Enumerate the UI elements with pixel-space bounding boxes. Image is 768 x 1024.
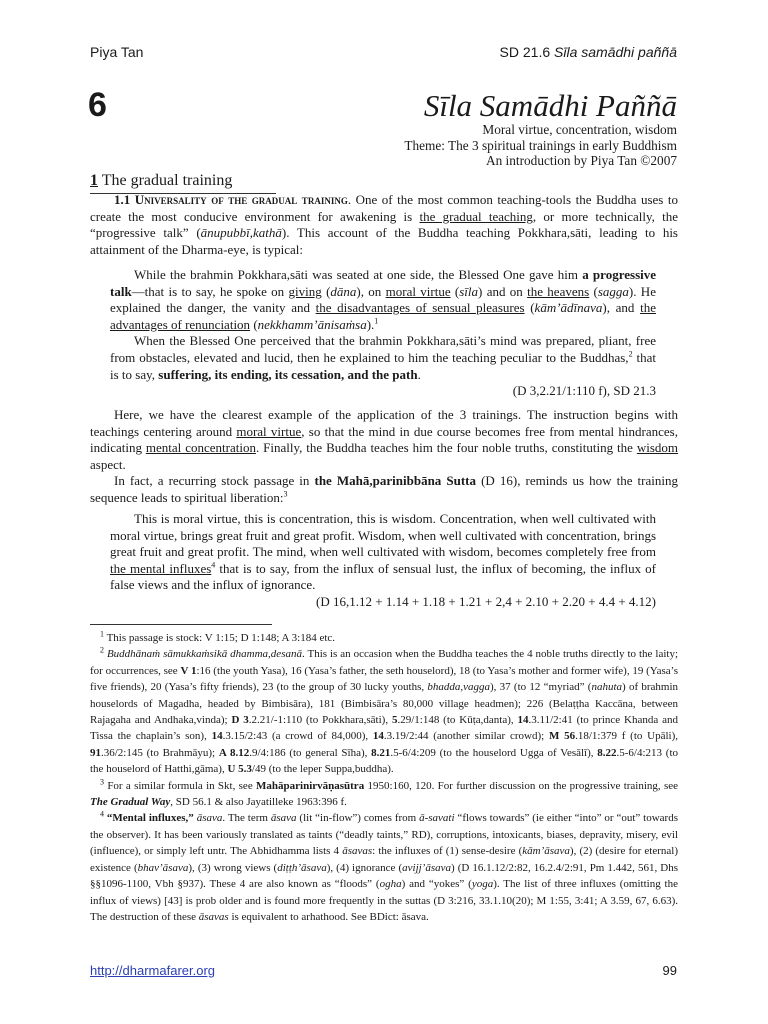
footnote-rule [90, 624, 272, 625]
quote-text: ), on [356, 283, 386, 299]
quote-text: ). He explained the danger, the vanity and [110, 283, 656, 316]
pali-term: diṭṭh’āsava [277, 861, 327, 874]
pali-term: āsava [196, 812, 223, 825]
website-link[interactable]: http://dharmafarer.org [90, 963, 216, 978]
footnote-text: ). The list of three influxes (omitting the influx of views) [43] is prob older and is found more frequently in the suttas (D 3:216, 33.1.10(20); M 1:55, 3:41; A 3.59, 67, 6.63). The destruction of these [90, 878, 678, 923]
running-header-author: Piya Tan [90, 44, 144, 60]
bold-ref: M 56 [548, 730, 576, 743]
footnote-text: is equivalent to arhathood. See BDict: āsava. [228, 910, 429, 923]
paragraph-1 [90, 192, 678, 258]
pali-term: sīla [459, 283, 479, 299]
pali-term: sagga [597, 283, 629, 299]
underlined-term: the gradual teaching [419, 208, 533, 224]
pali-term: nekkhamm’ānisaṁsa [257, 316, 367, 332]
bold-term: a progressive talk [110, 267, 657, 299]
footnote-text: .3.11/2:41 (to prince Khanda and Tissa the chaplain’s son), [90, 714, 678, 743]
pali-term: nahuta [591, 681, 623, 694]
quote-text: ), and [602, 300, 641, 316]
quote-text: ( [589, 283, 598, 299]
underlined-term: the heavens [527, 283, 590, 299]
footnote-4 [90, 810, 678, 925]
footnote-number: 3 [100, 777, 104, 786]
underlined-term: the advantages of renunciation [110, 300, 656, 332]
bold-term: the Mahā,parinibbāna Sutta [314, 473, 476, 489]
paragraph-2 [90, 407, 678, 507]
footnote-text: ), 37 (to 12 “myriad” ( [490, 681, 592, 694]
subtitle-theme: Theme: The 3 spiritual trainings in early Buddhism [404, 137, 677, 153]
footnote-text: :16 (the youth Yasa), 16 (Yasa’s father, the seth houselord), 18 (to Yasa’s mother and former wife), 19 (Yasa’s five friends), 20 (Yasa’s fifty friends), 23 (to the group of 30 lucky youths, [90, 664, 678, 694]
pali-term: āsavas [342, 845, 373, 858]
para-text: ). This account of the Buddha teaching Pokkhara,sāti, leading to his attainment of the Dharma-eye, is typical: [90, 225, 678, 257]
bold-ref: U 5.3 [227, 763, 252, 776]
footnote-text: .36/2:145 (to Brahmāyu); [101, 746, 219, 759]
pali-term: bhav’āsava [137, 861, 189, 874]
quote-text: ) and on [478, 283, 528, 299]
underlined-term: moral virtue [236, 423, 302, 439]
footnote-text: , SD 56.1 & also Jayatilleke 1963:396 f. [170, 796, 347, 809]
quote-reference: (D 3,2.21/1:110 f), SD 21.3 [512, 383, 656, 399]
para-text: (D 16), reminds us how the training sequence leads to spiritual liberation: [90, 473, 678, 505]
quote-text: ). [366, 316, 375, 332]
pali-term: āsavas [198, 910, 229, 923]
footnotes [90, 630, 678, 925]
pali-term: ānupubbī,kathā [200, 225, 282, 241]
quote-text: While the brahmin Pokkhara,sāti was seated at one side, the Blessed One gave him [134, 267, 583, 282]
underlined-term: wisdom [636, 440, 678, 456]
bold-ref: 5 [391, 714, 398, 727]
section-number: 1 [90, 172, 98, 189]
section-heading [90, 172, 232, 190]
sd-number: SD 21.6 [499, 44, 551, 60]
quote-block-2 [110, 511, 656, 611]
para-text: , so that the mind in due course becomes free from mental hindrances, indicating [90, 423, 678, 456]
para-heading: Universality of the gradual training [134, 192, 348, 207]
section-title: The gradual training [101, 172, 233, 189]
chapter-title: Sīla Samādhi Paññā [423, 88, 677, 123]
pali-term: yoga [471, 878, 494, 891]
bold-ref: 91 [90, 746, 101, 759]
bold-ref: Mahāparinirvāṇasūtra [256, 779, 365, 792]
footnote-ref[interactable]: 3 [283, 489, 288, 499]
footnote-ref[interactable]: 4 [211, 560, 216, 570]
footnote-text: .18/1:379 f (to Upāli), [575, 730, 678, 743]
bold-ref: A 8.12 [218, 746, 250, 759]
footnote-text: .2.21/-1:110 (to Pokkhara,sāti), [248, 714, 392, 727]
page-number: 99 [662, 963, 677, 978]
quote-text: ( [321, 283, 331, 299]
footnote-text: . This is an occasion when the Buddha teaches the 4 noble truths directly to the laity; for occurrences, see [90, 648, 678, 677]
footnote-number: 1 [100, 629, 104, 639]
quote-text: When the Blessed One perceived that the brahmin Pokkhara,sāti’s mind was prepared, pliant, free from obstacles, elevated and lucid, then he explained to him the teaching peculiar to the Buddhas, [110, 333, 656, 365]
sd-title: Sīla samādhi paññā [554, 44, 677, 60]
quote-text: ( [524, 300, 535, 316]
footnote-text: .3.19/2:44 (another similar crowd); [383, 730, 549, 743]
footnote-text: ) (D 16.1.12/2:82, 16.2.4/2:91, Pm 1.442, 561, Dhs §§1096-1100, Vbh §937). These 4 are also known as “floods” ( [90, 861, 678, 891]
quote-text: . [417, 366, 421, 382]
footnote-1 [90, 630, 678, 646]
footnote-text: /49 (to the leper Suppa,buddha). [251, 763, 394, 776]
quote-block-1 [110, 267, 656, 400]
pali-term: ogha [379, 878, 402, 891]
pali-term: dāna [330, 283, 357, 299]
footnote-text: ) of brahmin houselords of Magadha, headed by Bimbisāra), 181 (Bimbisāra’s 80,000 village headmen); 226 (Belaṭṭha Kaccāna, between Rajagaha and Andhaka,vinda); [90, 681, 679, 727]
subtitle-author: An introduction by Piya Tan ©2007 [485, 153, 677, 169]
underlined-term: the disadvantages of sensual pleasures [315, 300, 525, 316]
underlined-term: mental concentration [145, 440, 256, 456]
footnote-text: ), (3) wrong views ( [188, 861, 278, 874]
underlined-term: the mental influxes [110, 560, 212, 576]
bold-ref: 14 [372, 730, 384, 743]
chapter-subtitles [404, 122, 677, 169]
underlined-term: moral virtue [385, 283, 451, 299]
footnote-text: 1950:160, 120. For further discussion on the progressive training, see [364, 779, 679, 792]
footnote-text: (lit “in-flow”) comes from [296, 812, 420, 825]
bold-term: “Mental influxes,” [106, 812, 194, 825]
quote-text: that is to say, [110, 349, 656, 382]
footnote-text: For a similar formula in Skt, see [107, 779, 257, 792]
para-number: 1.1 [114, 192, 131, 207]
footnote-ref[interactable]: 2 [628, 349, 633, 359]
footnote-text: . The term [222, 812, 271, 825]
footnote-text: ) and “yokes” ( [401, 878, 472, 891]
footnote-text: “flows towards” (ie either “into” or “out” towards the observer). It has been variously translated as taints (“deadly taints,” RD), corruptions, intoxicants, biases, depravity, misery, evil (influence), or simply left untr. The Abhidhamma lists 4 [90, 812, 679, 858]
pali-term: bhadda,vagga [427, 681, 490, 694]
footnote-3 [90, 778, 678, 811]
para-text: Here, we have the clearest example of the application of the 3 trainings. The instruction begins with teachings centering around [90, 407, 678, 439]
footnote-ref[interactable]: 1 [374, 316, 379, 326]
underlined-term: giving [288, 283, 322, 299]
quote-text: ( [250, 316, 258, 332]
quote-reference: (D 16,1.12 + 1.14 + 1.18 + 1.21 + 2,4 + 2.10 + 2.20 + 4.4 + 4.12) [316, 593, 656, 609]
footnote-text: .5-6/4:209 (to the houselord Ugga of Vesālī), [390, 746, 598, 759]
quote-text: ( [450, 283, 460, 299]
footnote-text: .5-6/4:213 (to the houselord of Hatthi,gāma), [90, 746, 679, 776]
bold-ref: 14 [211, 730, 223, 743]
running-header-title [500, 44, 677, 60]
para-text: In fact, a recurring stock passage in [114, 473, 315, 489]
footnote-number: 2 [100, 645, 104, 655]
pali-term: kām’ādīnava [534, 300, 603, 316]
footnote-2 [90, 646, 678, 777]
bold-ref: D 3 [231, 714, 249, 727]
bold-ref: V 1 [180, 664, 197, 677]
footnote-text: .9/4:186 (to general Sīha), [249, 746, 372, 759]
para-text: . One of the most common teaching-tools the Buddha uses to create the most conducive environment for awakening is [90, 192, 678, 224]
footnote-text: This passage is stock: V 1:15; D 1:148; A 3:184 etc. [106, 632, 336, 644]
footnote-text: .3.15/2:43 (a crowd of 84,000), [222, 730, 373, 743]
pali-term: āsava [270, 812, 297, 825]
bold-ref: 8.22 [597, 746, 617, 759]
pali-term: avijj’āsava [402, 861, 452, 874]
bold-ref: 8.21 [371, 746, 391, 759]
para-text: , or more technically, the “progressive talk” ( [90, 208, 679, 241]
pali-term: ā-savati [419, 812, 455, 825]
pali-term: kām’āsava [522, 845, 570, 858]
chapter-number: 6 [88, 86, 107, 124]
bold-italic-title: The Gradual Way [90, 796, 171, 809]
quote-text: —that is to say, he spoke on [131, 283, 289, 299]
pali-term: Buddhānaṁ sāmukkaṁsikā dhamma,desanā [106, 648, 302, 661]
bold-term: suffering, its ending, its cessation, and the path [158, 366, 418, 382]
footnote-text: ), (2) (desire for eternal) existence ( [90, 845, 678, 874]
subtitle-english: Moral virtue, concentration, wisdom [482, 122, 677, 137]
footnote-text: .29/1:148 (to Kūṭa,danta), [397, 714, 518, 727]
footnote-text: : the influxes of (1) sense-desire ( [372, 845, 523, 858]
quote-text: that is to say, from the influx of sensual lust, the influx of becoming, the influx of false views and the influx of ignorance. [110, 560, 656, 593]
para-text: aspect. [90, 456, 126, 472]
quote-text: This is moral virtue, this is concentration, this is wisdom. Concentration, when well cultivated with moral virtue, brings great fruit and great profit. Wisdom, when well cultivated with concentration, brings great fruit and great profit. The mind, when well cultivated with wisdom, becomes completely free from [110, 511, 656, 560]
bold-ref: 14 [517, 714, 529, 727]
footnote-text: ), (4) ignorance ( [326, 861, 403, 874]
para-text: . Finally, the Buddha teaches him the four noble truths, constituting the [255, 440, 637, 456]
footnote-number: 4 [100, 809, 104, 819]
